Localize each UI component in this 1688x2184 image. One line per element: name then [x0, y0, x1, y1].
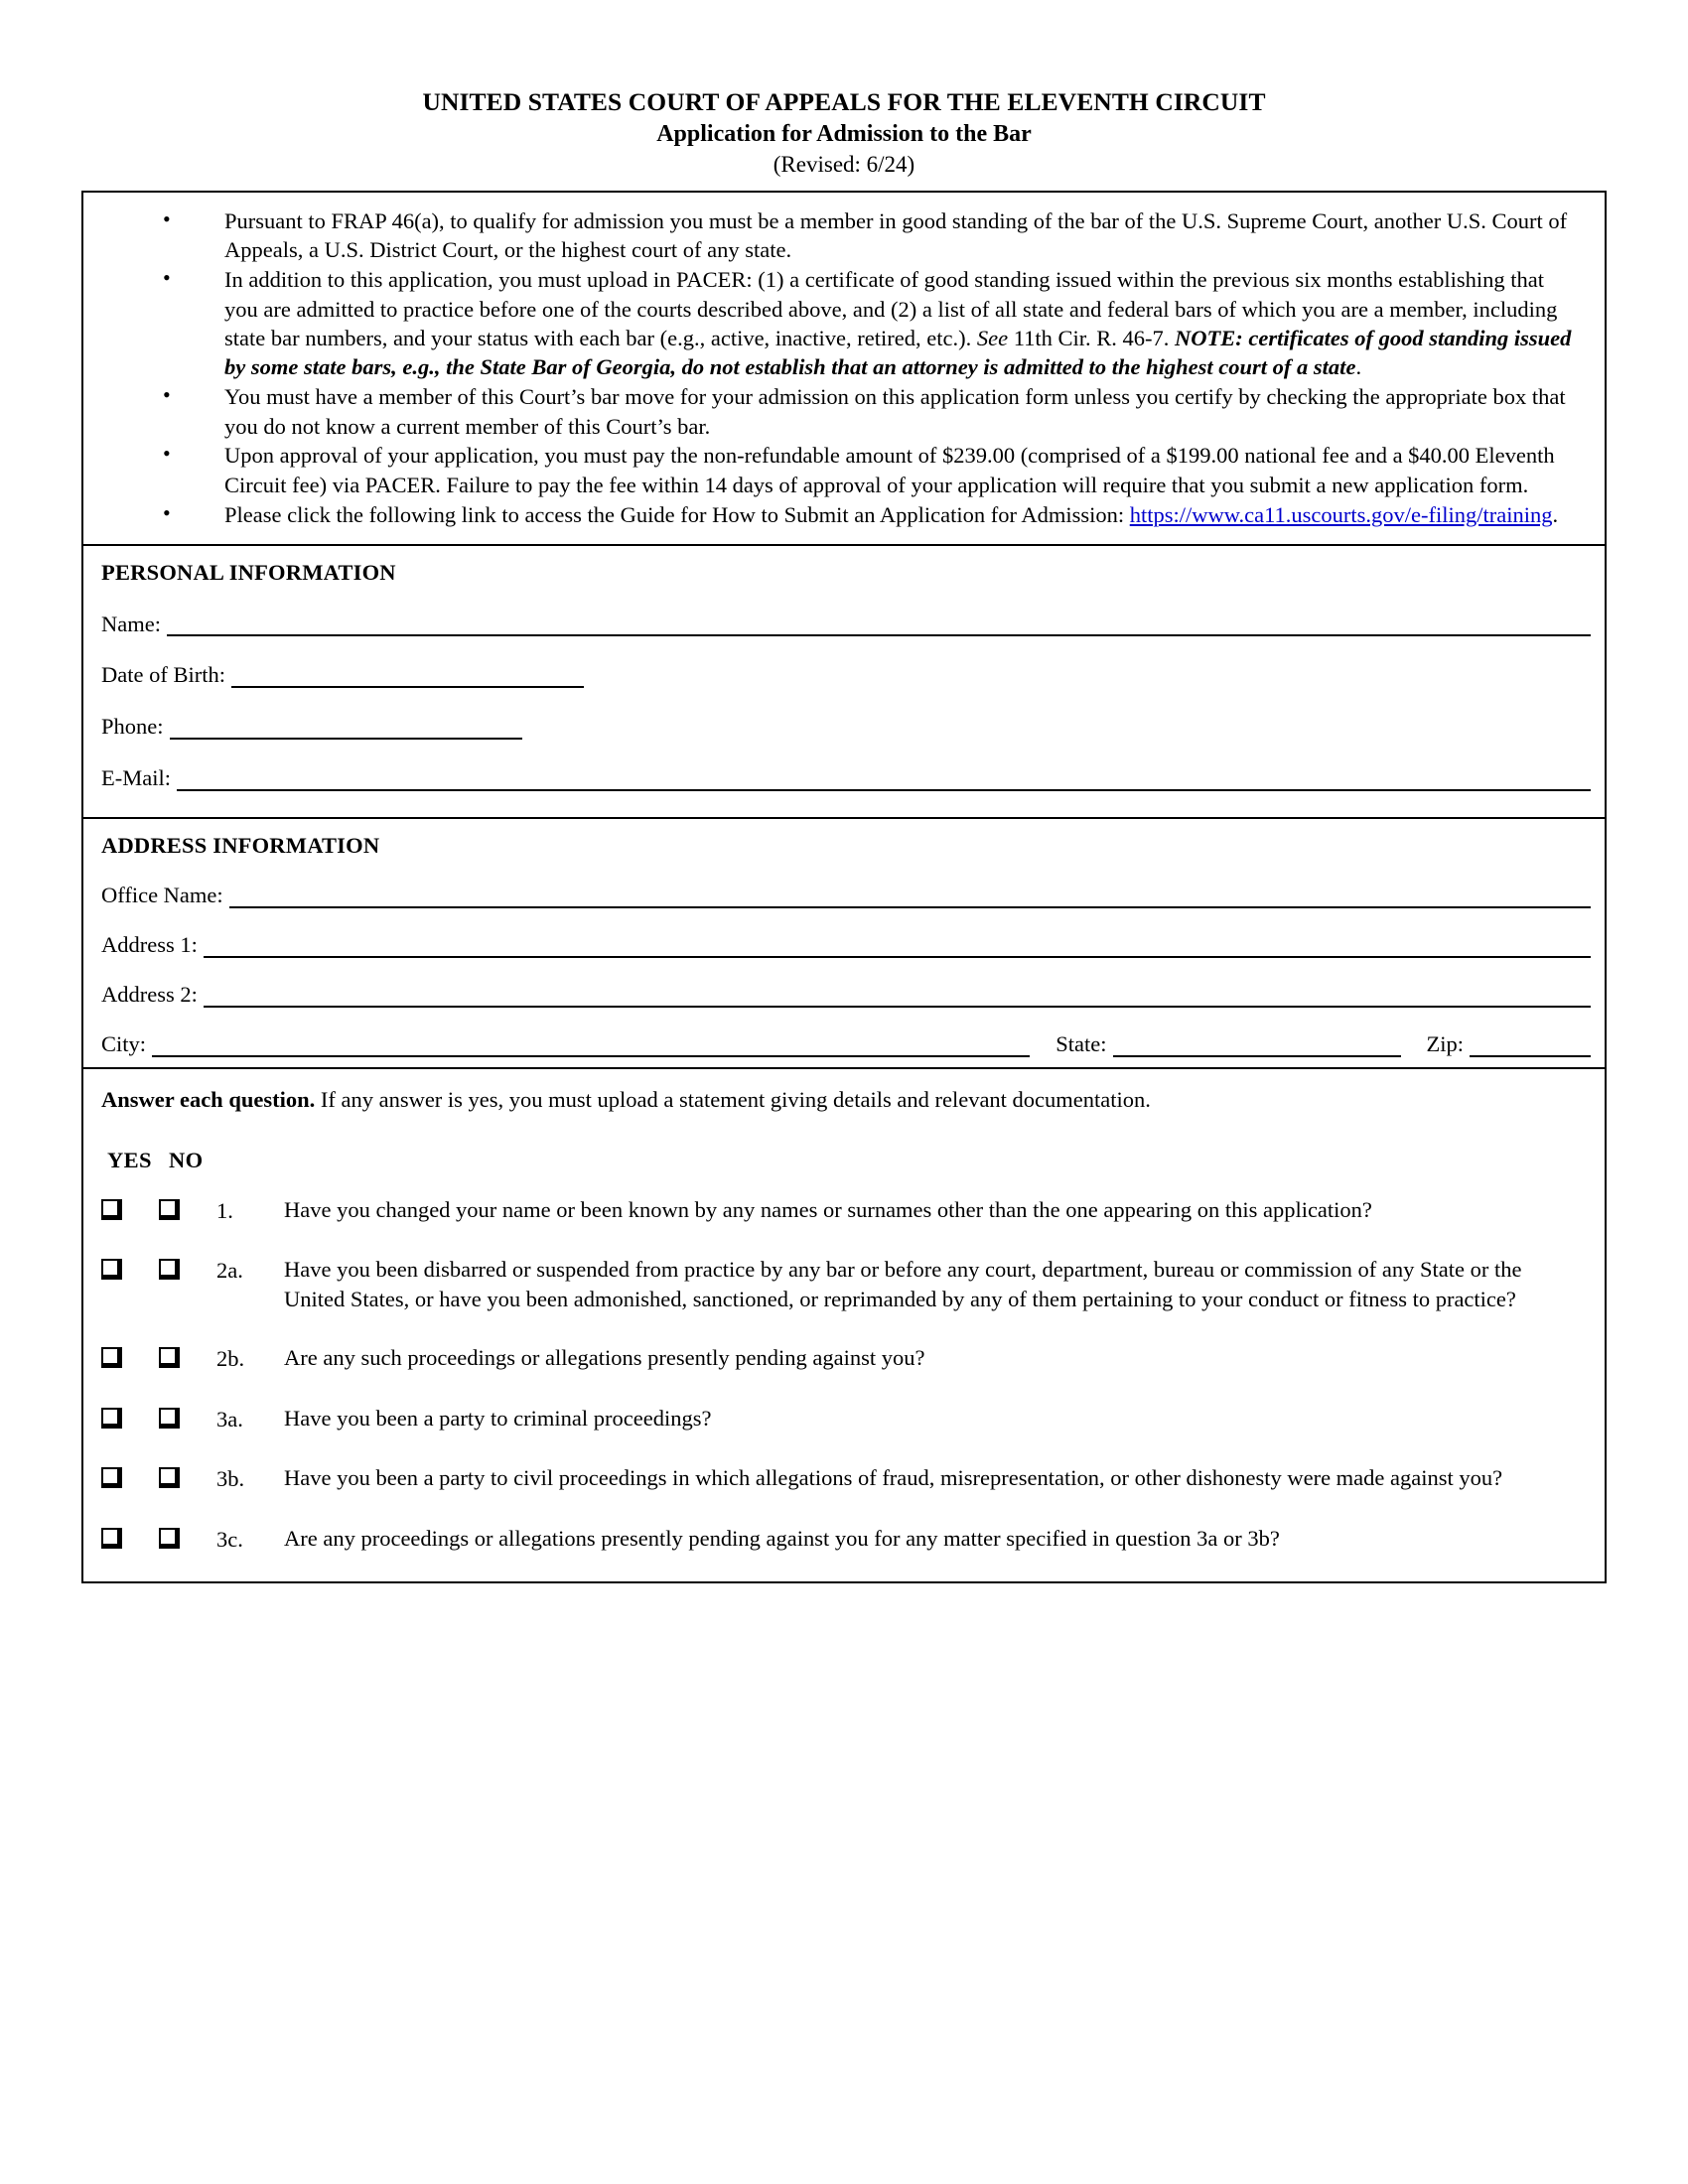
- question-number: 2a.: [216, 1258, 243, 1284]
- checkbox-no-2a[interactable]: [159, 1259, 180, 1280]
- instruction-text: .: [1355, 354, 1362, 380]
- address-field-input[interactable]: [204, 986, 1591, 1008]
- personal-information-fields: [83, 612, 1605, 818]
- question-text: Have you changed your name or been known by any names or surnames other than the one appearing on this application?: [284, 1196, 1372, 1222]
- address-field-label: Office Name:: [101, 883, 223, 908]
- address-field-label: Address 2:: [101, 981, 198, 1007]
- city-input[interactable]: [152, 1035, 1030, 1057]
- personal-field-input[interactable]: [167, 614, 1591, 636]
- questions-section: [83, 1069, 1605, 1582]
- instruction-text: In addition to this application, you must upload in PACER: (1) a certificate of good standing issued within the previous six months establishing that you are admitted to practice before one of the courts described above, and (2) a list of all state and federal bars of which you are a member, including state bar numbers, and your status with each bar (e.g., active, inactive, retired, etc.).: [224, 267, 1558, 350]
- personal-field-label: Name:: [101, 611, 161, 636]
- question-text: Have you been a party to criminal proceedings?: [284, 1405, 712, 1431]
- address-information-heading: ADDRESS INFORMATION: [101, 833, 380, 859]
- question-list: [101, 1195, 1579, 1554]
- city-state-zip-row: [101, 1031, 1591, 1057]
- address-information-fields: [83, 883, 1605, 1067]
- checkbox-yes-2a[interactable]: [101, 1259, 122, 1280]
- instruction-bullet: [163, 265, 1579, 381]
- personal-field-input[interactable]: [170, 718, 522, 740]
- question-no-cell: [159, 1255, 216, 1280]
- instruction-text: .: [1552, 501, 1559, 527]
- personal-field-input[interactable]: [231, 666, 584, 688]
- question-yes-cell: [101, 1255, 159, 1280]
- question-no-cell: [159, 1404, 216, 1429]
- question-number: 1.: [216, 1197, 233, 1223]
- question-row: [101, 1343, 1579, 1373]
- instruction-text: See: [976, 326, 1009, 350]
- checkbox-yes-1[interactable]: [101, 1199, 122, 1220]
- checkbox-yes-2b[interactable]: [101, 1347, 122, 1368]
- address-field-row: [101, 982, 1591, 1008]
- question-yes-cell: [101, 1195, 159, 1220]
- instruction-bullet: [163, 500, 1579, 529]
- yes-column-label: YES: [107, 1147, 152, 1172]
- personal-field-row: [101, 714, 1591, 740]
- personal-field-label: Date of Birth:: [101, 662, 225, 688]
- checkbox-yes-3c[interactable]: [101, 1528, 122, 1549]
- form-frame: [81, 191, 1607, 1583]
- instruction-text: You must have a member of this Court’s bar move for your admission on this application form unless you certify by checking the appropriate box that you do not know a current member of this Court’s bar.: [224, 384, 1566, 439]
- personal-field-row: [101, 662, 1591, 688]
- checkbox-yes-3a[interactable]: [101, 1408, 122, 1429]
- question-text: Have you been disbarred or suspended from practice by any bar or before any court, department, bureau or commission of any State or the United States, or have you been admonished, sanctioned, or reprimanded by any of them pertaining to your conduct or fitness to practice?: [284, 1257, 1522, 1311]
- question-row: [101, 1524, 1579, 1554]
- zip-input[interactable]: [1470, 1035, 1591, 1057]
- personal-information-section: [83, 546, 1605, 820]
- question-row: [101, 1463, 1579, 1493]
- instruction-text: Please click the following link to access the Guide for How to Submit an Application for Admission:: [224, 501, 1130, 527]
- page-subtitle: Application for Admission to the Bar: [656, 121, 1032, 148]
- personal-field-row: [101, 765, 1591, 791]
- personal-field-row: [101, 612, 1591, 637]
- address-field-row: [101, 883, 1591, 908]
- checkbox-no-3c[interactable]: [159, 1528, 180, 1549]
- question-row: [101, 1255, 1579, 1313]
- checkbox-no-3b[interactable]: [159, 1467, 180, 1488]
- instruction-text: Upon approval of your application, you must pay the non-refundable amount of $239.00 (comprised of a $199.00 national fee and a $40.00 Eleventh Circuit fee) via PACER. Failure to pay the fee within 14 days of approval of your application will require that you submit a new application form.: [224, 443, 1555, 497]
- instructions-section: [83, 193, 1605, 545]
- question-number: 3c.: [216, 1526, 243, 1552]
- yes-no-header: [101, 1148, 1579, 1173]
- instruction-bullet: [163, 382, 1579, 441]
- checkbox-no-3a[interactable]: [159, 1408, 180, 1429]
- checkbox-yes-3b[interactable]: [101, 1467, 122, 1488]
- question-no-cell: [159, 1524, 216, 1549]
- question-no-cell: [159, 1195, 216, 1220]
- state-label: State:: [1055, 1030, 1107, 1056]
- question-text: Are any proceedings or allegations presently pending against you for any matter specified in question 3a or 3b?: [284, 1525, 1280, 1551]
- question-no-cell: [159, 1343, 216, 1368]
- training-guide-link[interactable]: https://www.ca11.uscourts.gov/e-filing/training: [1129, 501, 1553, 527]
- personal-field-label: Phone:: [101, 714, 164, 740]
- address-field-label: Address 1:: [101, 931, 198, 957]
- instruction-bullet: [163, 206, 1579, 265]
- question-yes-cell: [101, 1524, 159, 1549]
- state-input[interactable]: [1113, 1035, 1401, 1057]
- personal-field-label: E-Mail:: [101, 765, 171, 791]
- zip-label: Zip:: [1426, 1030, 1464, 1056]
- questions-instruction: [101, 1085, 1579, 1114]
- revision-label: (Revised: 6/24): [773, 152, 915, 178]
- question-row: [101, 1404, 1579, 1433]
- checkbox-no-2b[interactable]: [159, 1347, 180, 1368]
- instructions-list: [101, 206, 1579, 529]
- instruction-bullet: [163, 441, 1579, 499]
- document-header: [0, 0, 1688, 180]
- instruction-text: Pursuant to FRAP 46(a), to qualify for admission you must be a member in good standing of the bar of the U.S. Supreme Court, another U.S. Court of Appeals, a U.S. District Court, or the highest court of any state.: [224, 208, 1568, 263]
- questions-instruction-bold: Answer each question.: [101, 1086, 316, 1112]
- address-field-input[interactable]: [204, 936, 1591, 958]
- question-yes-cell: [101, 1404, 159, 1429]
- personal-information-heading: PERSONAL INFORMATION: [101, 559, 396, 585]
- question-number: 2b.: [216, 1346, 245, 1372]
- personal-field-input[interactable]: [177, 769, 1591, 791]
- question-yes-cell: [101, 1343, 159, 1368]
- address-information-section: [83, 819, 1605, 1069]
- questions-instruction-rest: If any answer is yes, you must upload a statement giving details and relevant documentation.: [315, 1086, 1151, 1112]
- question-row: [101, 1195, 1579, 1225]
- question-no-cell: [159, 1463, 216, 1488]
- address-field-row: [101, 932, 1591, 958]
- instruction-text: 11th Cir. R. 46-7.: [1008, 326, 1175, 350]
- city-label: City:: [101, 1030, 147, 1056]
- question-number: 3a.: [216, 1406, 243, 1432]
- question-number: 3b.: [216, 1466, 245, 1492]
- checkbox-no-1[interactable]: [159, 1199, 180, 1220]
- instruction-text: NOTE: certificates of good standing issued by some state bars, e.g., the State Bar of Georgia, do not establish that an attorney is admitted to the highest court of a state: [224, 326, 1572, 380]
- no-column-label: NO: [169, 1147, 204, 1172]
- address-field-input[interactable]: [229, 887, 1591, 908]
- question-yes-cell: [101, 1463, 159, 1488]
- page-title: UNITED STATES COURT OF APPEALS FOR THE ELEVENTH CIRCUIT: [422, 87, 1266, 116]
- question-text: Are any such proceedings or allegations presently pending against you?: [284, 1345, 925, 1371]
- question-text: Have you been a party to civil proceedings in which allegations of fraud, misrepresentation, or other dishonesty were made against you?: [284, 1465, 1503, 1491]
